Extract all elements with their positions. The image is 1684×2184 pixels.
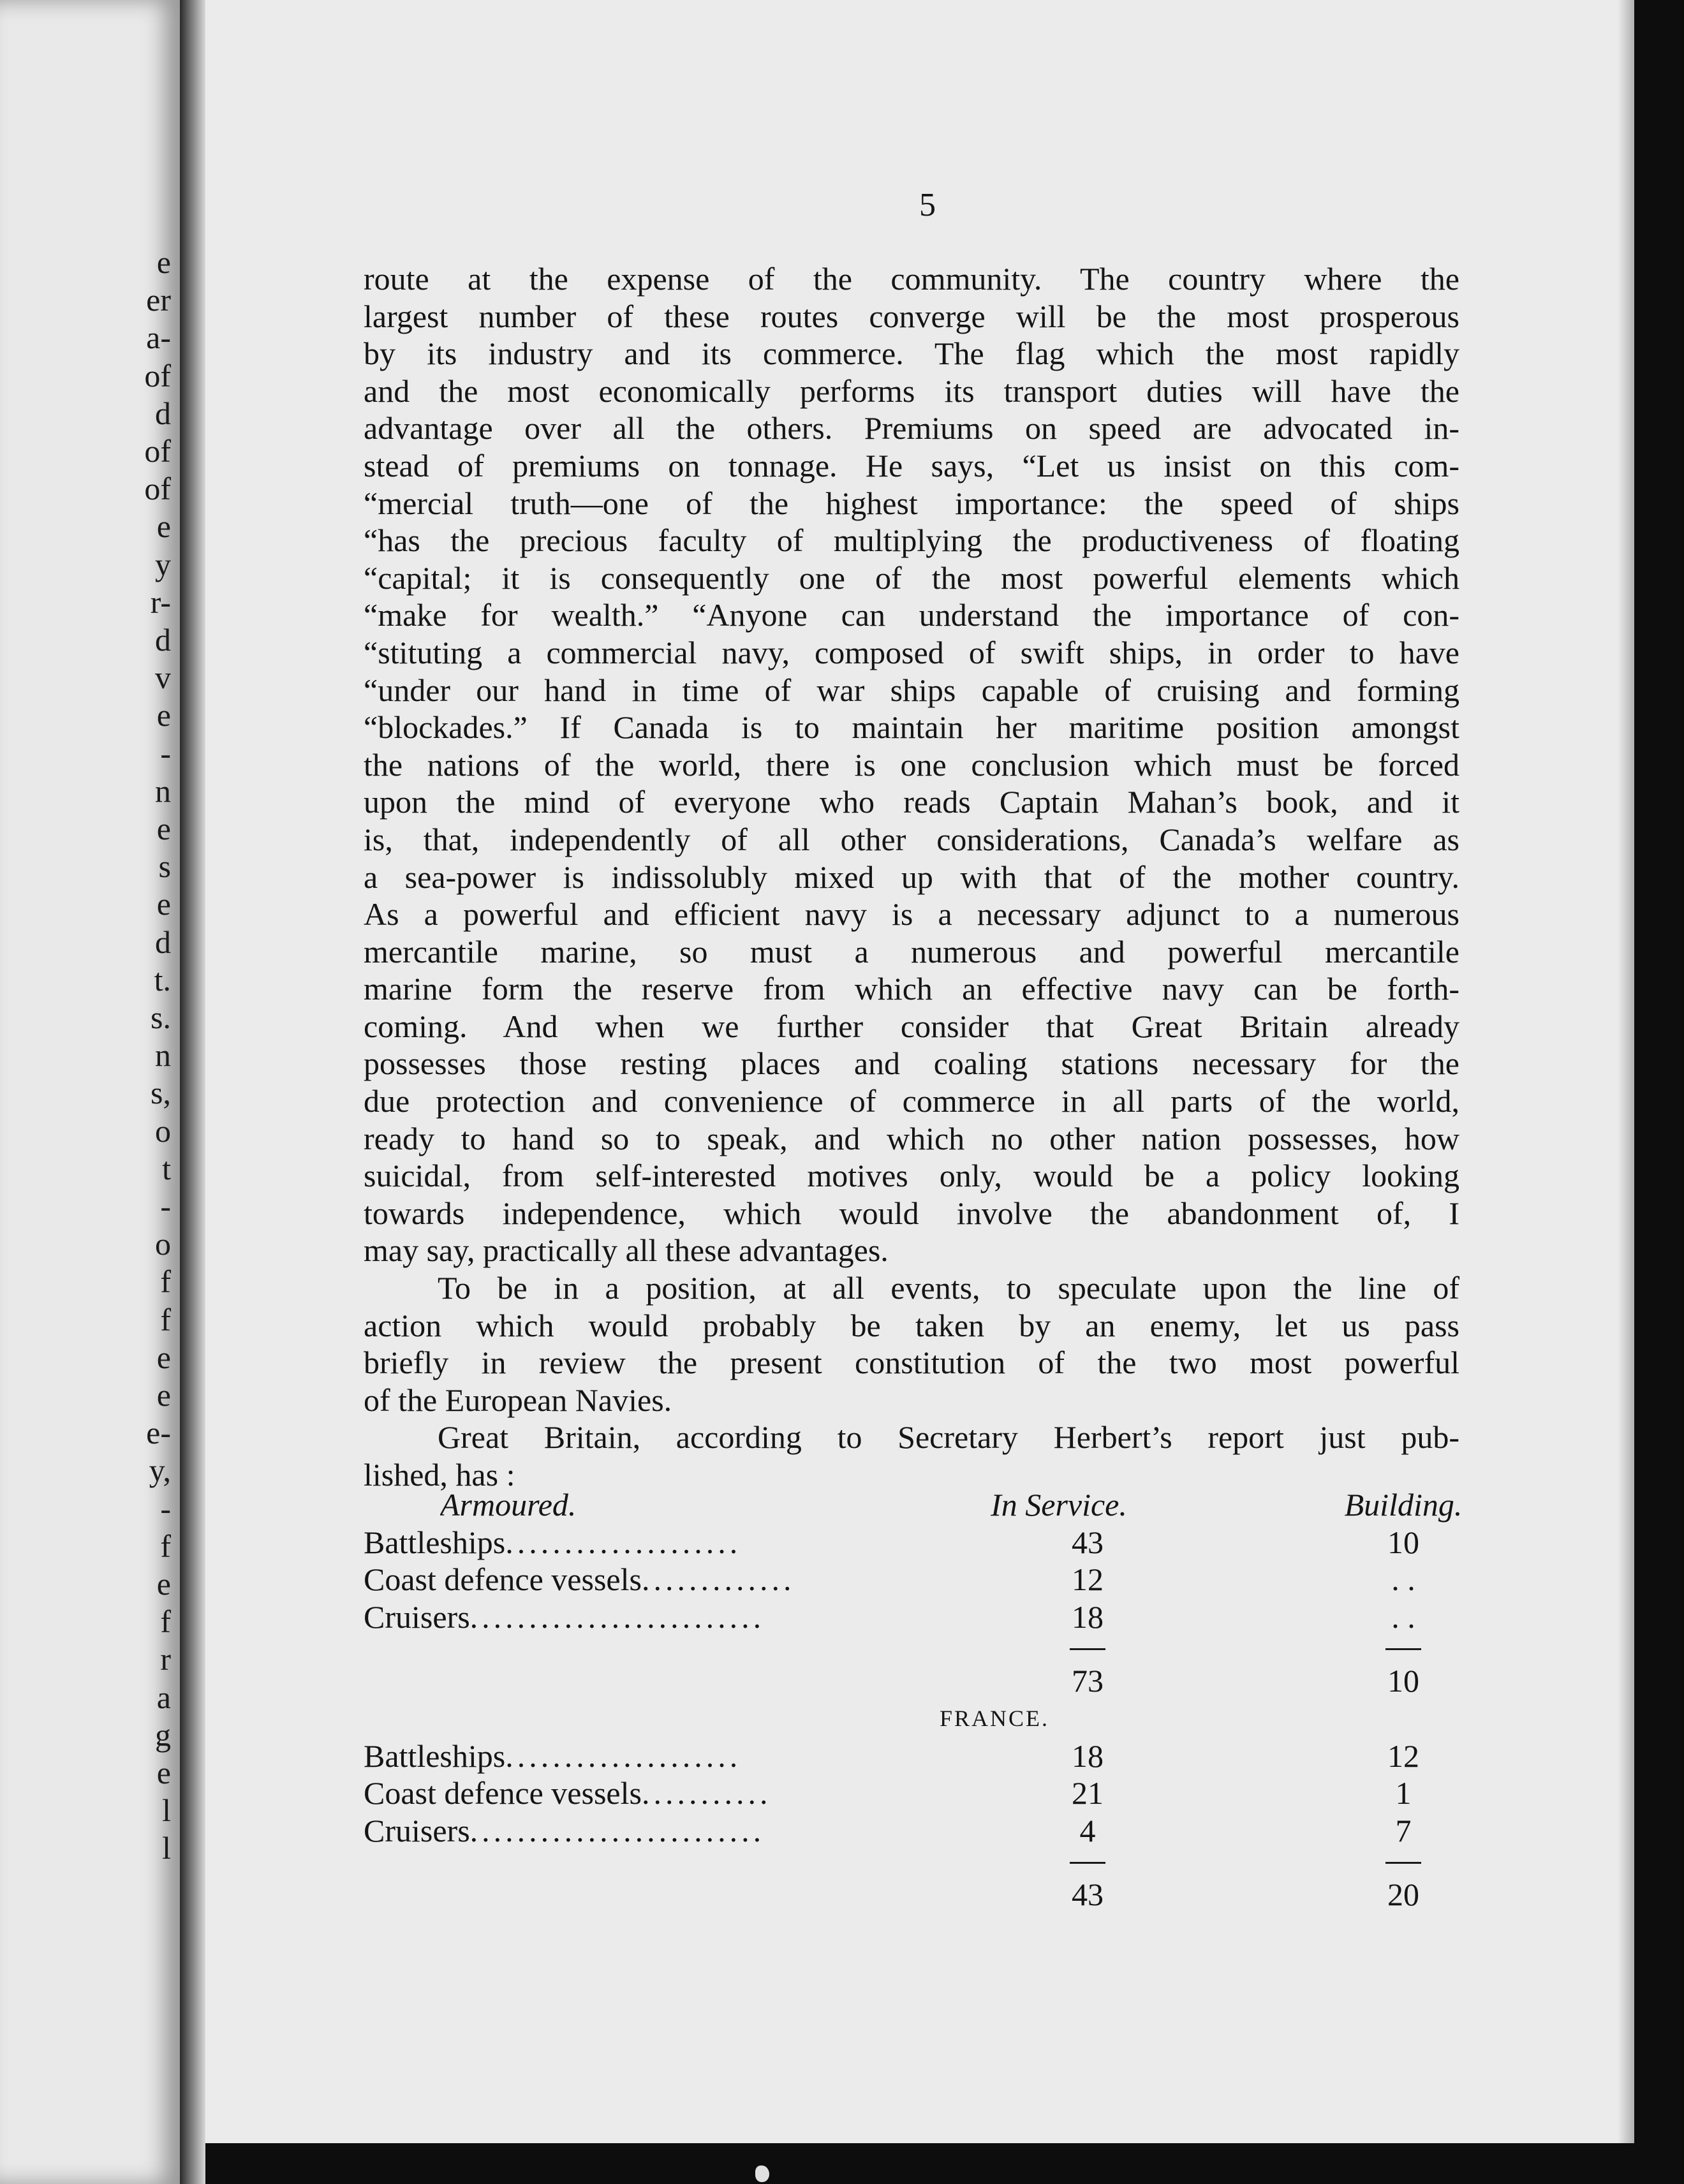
- left-page-fragment: f: [160, 1528, 171, 1564]
- text-line: may say, practically all these advantages.: [364, 1232, 889, 1269]
- text-line: by its industry and its commerce. The flag which the most rapidly: [364, 336, 1459, 372]
- navy-table: [364, 1486, 1463, 1914]
- text-line: advantage over all the others. Premiums on speed are advocated in-: [364, 410, 1459, 446]
- left-page-fragment: -: [160, 1490, 171, 1526]
- left-page-fragment: g: [155, 1716, 171, 1753]
- left-page-fragment: e: [156, 697, 171, 734]
- right-page: [205, 0, 1634, 2143]
- total-rule: [364, 1849, 1459, 1876]
- header-building: Building.: [1344, 1487, 1463, 1523]
- france-totals: [364, 1876, 1459, 1914]
- left-page-fragment: of: [144, 433, 171, 469]
- left-page-fragment: s.: [151, 1000, 171, 1035]
- left-page-fragment: d: [155, 622, 171, 658]
- table-row: [364, 1524, 1459, 1561]
- row-name: Cruisers: [364, 1598, 470, 1635]
- text-line: largest number of these routes converge will be the most prosperous: [364, 298, 1459, 334]
- left-page-fragment: e: [156, 1377, 171, 1413]
- left-page-fragment: n: [155, 1037, 171, 1074]
- table-row: [364, 1738, 1459, 1775]
- leader-dots: ....................: [505, 1524, 742, 1560]
- left-page-fragment: r-: [150, 584, 171, 620]
- header-in-service: In Service.: [991, 1487, 1127, 1523]
- left-page-fragment: e: [156, 811, 171, 846]
- text-line: “capital; it is consequently one of the most powerful elements which: [364, 559, 1459, 596]
- building-value: 7: [1395, 1812, 1412, 1848]
- text-line: briefly in review the present constitution of the two most powerful: [364, 1345, 1459, 1381]
- total-building: 20: [1387, 1877, 1419, 1913]
- total-in-service: 73: [1072, 1663, 1104, 1699]
- left-page-fragment: -: [160, 735, 171, 771]
- leader-dots: .........................: [469, 1598, 765, 1635]
- book-spine: [180, 0, 205, 2184]
- text-line: “make for wealth.” “Anyone can understand the importance of con-: [364, 597, 1459, 633]
- text-line: is, that, independently of all other considerations, Canada’s welfare as: [364, 821, 1459, 857]
- table-row: [364, 1774, 1459, 1812]
- leader-dots: .........................: [469, 1812, 765, 1848]
- paper-speck: [755, 2166, 769, 2182]
- total-building: 10: [1387, 1663, 1419, 1699]
- text-line: “stituting a commercial navy, composed of swift ships, in order to have: [364, 634, 1459, 670]
- left-page-fragment: e: [156, 1566, 171, 1602]
- text-line: lished, has :: [364, 1457, 515, 1493]
- left-page-fragment: s: [158, 848, 171, 885]
- text-line: To be in a position, at all events, to speculate upon the line of: [438, 1270, 1459, 1306]
- in-service-value: 43: [1072, 1524, 1104, 1560]
- row-name: Battleships: [364, 1524, 506, 1560]
- text-line: “mercial truth—one of the highest importance: the speed of ships: [364, 485, 1459, 521]
- table-header-row: [364, 1486, 1463, 1524]
- text-line: route at the expense of the community. The country where the: [364, 261, 1459, 297]
- left-page-fragment: y,: [149, 1452, 171, 1489]
- left-page-fragment: of: [144, 471, 171, 507]
- left-page-fragment: e: [156, 244, 171, 280]
- text-line: “blockades.” If Canada is to maintain her maritime position amongst: [364, 709, 1459, 746]
- text-line: upon the mind of everyone who reads Captain Mahan’s book, and it: [364, 784, 1459, 820]
- left-page-fragment: f: [160, 1301, 171, 1338]
- table-row: [364, 1598, 1459, 1636]
- in-service-value: 18: [1072, 1598, 1104, 1635]
- text-line: a sea-power is indissolubly mixed up with that of the mother country.: [364, 859, 1459, 895]
- text-line: “has the precious faculty of multiplying the productiveness of floating: [364, 522, 1459, 559]
- left-page-fragment: f: [160, 1264, 171, 1300]
- text-line: marine form the reserve from which an effective navy can be forth-: [364, 971, 1459, 1007]
- table-row: [364, 1561, 1459, 1598]
- rule-building: [1385, 1862, 1421, 1864]
- left-page-fragment: -: [160, 1188, 171, 1224]
- text-line: towards independence, which would involve the abandonment of, I: [364, 1195, 1459, 1231]
- left-page-fragment: e: [156, 886, 171, 922]
- page-number: 5: [919, 187, 936, 223]
- left-page-fragment: e: [156, 1339, 171, 1375]
- text-line: As a powerful and efficient navy is a necessary adjunct to a numerous: [364, 896, 1459, 933]
- leader-dots: ...........: [641, 1775, 772, 1811]
- text-line: “under our hand in time of war ships capable of cruising and forming: [364, 672, 1459, 708]
- left-page-fragment: o: [155, 1112, 171, 1149]
- in-service-value: 4: [1079, 1812, 1096, 1848]
- row-name: Cruisers: [364, 1812, 470, 1848]
- left-page-fragment: a: [156, 1679, 171, 1715]
- left-page-fragment: l: [162, 1792, 171, 1829]
- table-row: [364, 1812, 1459, 1850]
- body-text: [364, 260, 1459, 1494]
- rule-in-service: [1070, 1862, 1105, 1864]
- left-page-fragment: of: [144, 357, 171, 394]
- text-line: Great Britain, according to Secretary Herbert’s report just pub-: [438, 1419, 1459, 1456]
- building-value: . .: [1391, 1561, 1415, 1598]
- left-page-fragment: e-: [146, 1415, 171, 1451]
- building-value: . .: [1391, 1598, 1415, 1635]
- building-value: 1: [1395, 1775, 1412, 1811]
- left-page-fragment: t: [162, 1150, 171, 1186]
- total-rule: [364, 1635, 1459, 1662]
- left-page-fragment: n: [155, 772, 171, 809]
- left-page-fragment: y: [155, 546, 171, 582]
- left-page-fragment: er: [146, 282, 171, 318]
- left-page-fragment: d: [155, 924, 171, 960]
- left-page-fragment: v: [155, 660, 171, 696]
- text-line: possesses those resting places and coaling stations necessary for the: [364, 1045, 1459, 1082]
- france-caption: FRANCE.: [939, 1705, 1050, 1731]
- left-page-fragment: f: [160, 1604, 171, 1640]
- rule-in-service: [1070, 1648, 1105, 1650]
- in-service-value: 21: [1072, 1775, 1104, 1811]
- left-page-fragment: l: [162, 1830, 171, 1866]
- left-page-fragment: d: [155, 395, 171, 431]
- total-in-service: 43: [1072, 1877, 1104, 1913]
- left-page-fragment: r: [160, 1641, 171, 1678]
- left-page-fragment: a-: [146, 320, 171, 356]
- paragraph-1: [364, 260, 1459, 1269]
- in-service-value: 12: [1072, 1561, 1104, 1598]
- text-line: and the most economically performs its transport duties will have the: [364, 373, 1459, 409]
- text-line: mercantile marine, so must a numerous and powerful mercantile: [364, 933, 1459, 970]
- great-britain-totals: [364, 1662, 1459, 1700]
- left-page-fragment: e: [156, 1755, 171, 1790]
- text-line: of the European Navies.: [364, 1382, 672, 1418]
- text-line: due protection and convenience of commerce in all parts of the world,: [364, 1083, 1459, 1119]
- text-line: suicidal, from self-interested motives only, would be a policy looking: [364, 1158, 1459, 1194]
- building-value: 12: [1387, 1738, 1419, 1774]
- in-service-value: 18: [1072, 1738, 1104, 1774]
- paragraph-3: [364, 1419, 1459, 1493]
- left-page-fragment: e: [156, 508, 171, 545]
- leader-dots: .............: [641, 1561, 795, 1598]
- leader-dots: ....................: [505, 1738, 742, 1774]
- left-page-fragment: s,: [151, 1075, 171, 1111]
- text-line: ready to hand so to speak, and which no other nation possesses, how: [364, 1120, 1459, 1156]
- row-name: Battleships: [364, 1738, 506, 1774]
- left-page-fragment: o: [155, 1226, 171, 1262]
- rule-building: [1385, 1648, 1421, 1650]
- paragraph-2: [364, 1269, 1459, 1419]
- row-name: Coast defence vessels: [364, 1561, 642, 1598]
- header-armoured: Armoured.: [440, 1487, 577, 1523]
- left-page-fragment: t.: [154, 961, 171, 998]
- text-line: coming. And when we further consider that Great Britain already: [364, 1008, 1459, 1044]
- row-name: Coast defence vessels: [364, 1775, 642, 1811]
- building-value: 10: [1387, 1524, 1419, 1560]
- text-line: stead of premiums on tonnage. He says, “Let us insist on this com-: [364, 447, 1459, 483]
- left-page-edge: [0, 0, 180, 2184]
- text-line: the nations of the world, there is one conclusion which must be forced: [364, 746, 1459, 783]
- text-line: action which would probably be taken by an enemy, let us pass: [364, 1307, 1459, 1343]
